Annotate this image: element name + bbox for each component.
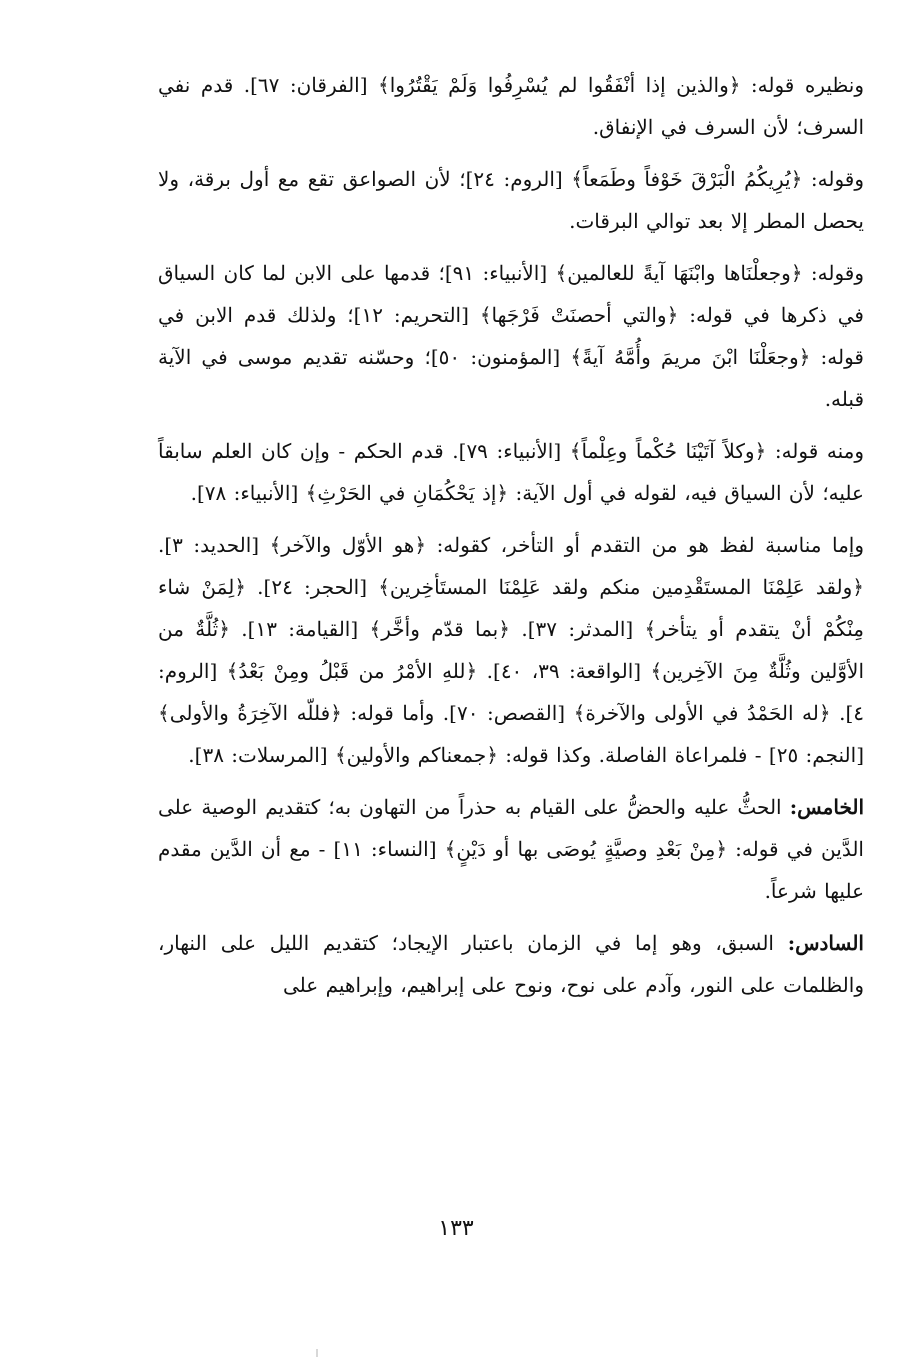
paragraph-1-text: ونظيره قوله: ﴿والذين إذا أنْفَقُوا لم يُسْرِفُوا وَلَمْ يَقْتُرُوا﴾ [الفرقان: ٦٧]. قدم نفي السرف؛ لأن السرف في الإنفاق. bbox=[158, 73, 865, 139]
paragraph-5 bbox=[158, 524, 864, 776]
scan-mark bbox=[316, 1349, 318, 1357]
paragraph-2 bbox=[158, 158, 864, 242]
paragraph-6 bbox=[158, 786, 864, 912]
page-number: ١٣٣ bbox=[438, 1216, 474, 1241]
paragraph-5-text: وإما مناسبة لفظ هو من التقدم أو التأخر، كقوله: ﴿هو الأوّل والآخر﴾ [الحديد: ٣]. ﴿ولقد عَلِمْنَا المستَقْدِمين منكم ولقد عَلِمْنَا المستَأخِرين﴾ [الحجر: ٢٤]. ﴿لِمَنْ شاء مِنْكُمْ أنْ يتقدم أو يتأخر﴾ [المدثر: ٣٧]. ﴿بما قدّم وأخَّر﴾ [القيامة: ١٣]. ﴿ثُلَّةٌ من الأوَّلين وثُلَّةٌ مِنَ الآخِرين﴾ [الواقعة: ٣٩، ٤٠]. ﴿للهِ الأمْرُ من قَبْلُ ومِنْ بَعْدُ﴾ [الروم: ٤]. ﴿له الحَمْدُ في الأولى والآخرة﴾ [القصص: ٧٠]. وأما قوله: ﴿فللّه الآخِرَةُ والأولى﴾ [النجم: ٢٥] - فلمراعاة الفاصلة. وكذا قوله: ﴿جمعناكم والأولين﴾ [المرسلات: ٣٨]. bbox=[158, 533, 865, 767]
paragraph-6-text: الحثُّ عليه والحضُّ على القيام به حذراً من التهاون به؛ كتقديم الوصية على الدَّين في قوله: ﴿مِنْ بَعْدِ وصيَّةٍ يُوصَى بها أو دَيْنٍ﴾ [النساء: ١١] - مع أن الدَّين مقدم عليها شرعاً. bbox=[158, 795, 864, 903]
paragraph-3-text: وقوله: ﴿وجعلْنَاها وابْنَهَا آيةً للعالمين﴾ [الأنبياء: ٩١]؛ قدمها على الابن لما كان السياق في ذكرها في قوله: ﴿والتي أحصنَتْ فَرْجَها﴾ [التحريم: ١٢]؛ ولذلك قدم الابن في قوله: ﴿وجعَلْنَا ابْنَ مريمَ وأُمَّهُ آيةً﴾ [المؤمنون: ٥٠]؛ وحسّنه تقديم موسى في الآية قبله. bbox=[158, 261, 864, 411]
paragraph-7 bbox=[158, 922, 864, 1006]
paragraph-2-text: وقوله: ﴿يُرِيكُمُ الْبَرْقَ خَوْفاً وطَمَعاً﴾ [الروم: ٢٤]؛ لأن الصواعق تقع مع أول برقة، ولا يحصل المطر إلا بعد توالي البرقات. bbox=[158, 167, 864, 233]
paragraph-7-text: السبق، وهو إما في الزمان باعتبار الإيجاد؛ كتقديم الليل على النهار، والظلمات على النور، وآدم على نوح، ونوح على إبراهيم، وإبراهيم على bbox=[158, 931, 864, 997]
paragraph-3 bbox=[158, 252, 864, 420]
paragraph-6-lead: الخامس: bbox=[789, 795, 864, 819]
body-text bbox=[158, 64, 864, 1016]
paragraph-7-lead: السادس: bbox=[787, 931, 864, 955]
paragraph-4 bbox=[158, 430, 864, 514]
paragraph-4-text: ومنه قوله: ﴿وكلاً آتَيْنَا حُكْماً وعِلْماً﴾ [الأنبياء: ٧٩]. قدم الحكم - وإن كان العلم سابقاً عليه؛ لأن السياق فيه، لقوله في أول الآية: ﴿إذ يَحْكُمَانِ في الحَرْثِ﴾ [الأنبياء: ٧٨]. bbox=[158, 439, 864, 505]
paragraph-1 bbox=[158, 64, 864, 148]
